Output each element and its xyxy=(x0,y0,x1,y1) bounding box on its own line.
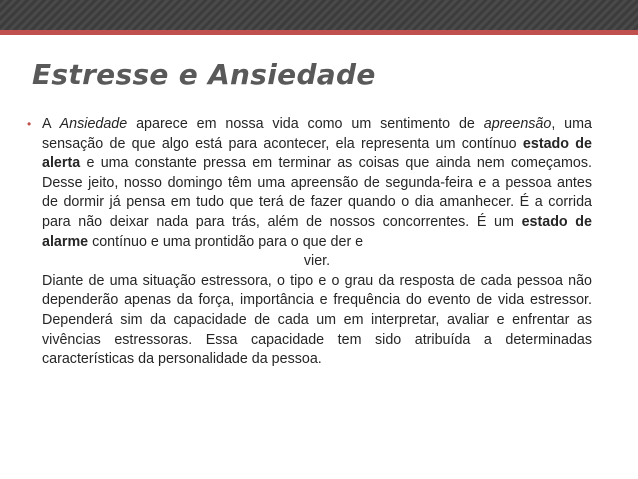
term-apreensao: apreensão xyxy=(483,116,552,132)
paragraph-estresse: Diante de uma situação estressora, o tipo e o grau da resposta de cada pessoa não dependerão apenas da força, importância e frequência do evento de vida estressor. Dependerá sim da capacidade de cada um em interpretar, avaliar e enfrentar as vivências estressoras. Essa capacidade tem sido atribuída a determinadas características da personalidade da pessoa. xyxy=(42,272,592,368)
slide-title: Estresse e Ansiedade xyxy=(32,58,376,91)
term-estado-de-alarme: estado de alarme xyxy=(42,213,592,250)
paragraph-ansiedade xyxy=(42,115,592,252)
text-segment: A xyxy=(42,116,60,132)
term-ansiedade: Ansiedade xyxy=(59,116,128,132)
text-segment: e uma constante pressa em terminar as coisas que ainda nem começamos. Desse jeito, nosso domingo têm uma apreensão de segunda-feira e a pessoa antes de dormir já pensa em tudo que terá de fazer quando o dia amanhecer. É a corrida para não deixar nada para trás, além de nossos concorrentes. É um xyxy=(42,155,592,230)
slide-body xyxy=(42,115,592,370)
bullet-icon: • xyxy=(27,117,32,131)
top-decorative-bar xyxy=(0,0,638,30)
term-estado-de-alerta: estado de alerta xyxy=(42,135,592,172)
text-segment: , uma sensação de que algo está para acontecer, ela representa um contínuo xyxy=(42,116,592,152)
text-segment: aparece em nossa vida como um sentimento de xyxy=(127,116,484,132)
accent-line xyxy=(0,30,638,35)
paragraph-last-line: vier. xyxy=(303,253,331,270)
text-segment: contínuo e uma prontidão para o que der e xyxy=(88,233,364,250)
